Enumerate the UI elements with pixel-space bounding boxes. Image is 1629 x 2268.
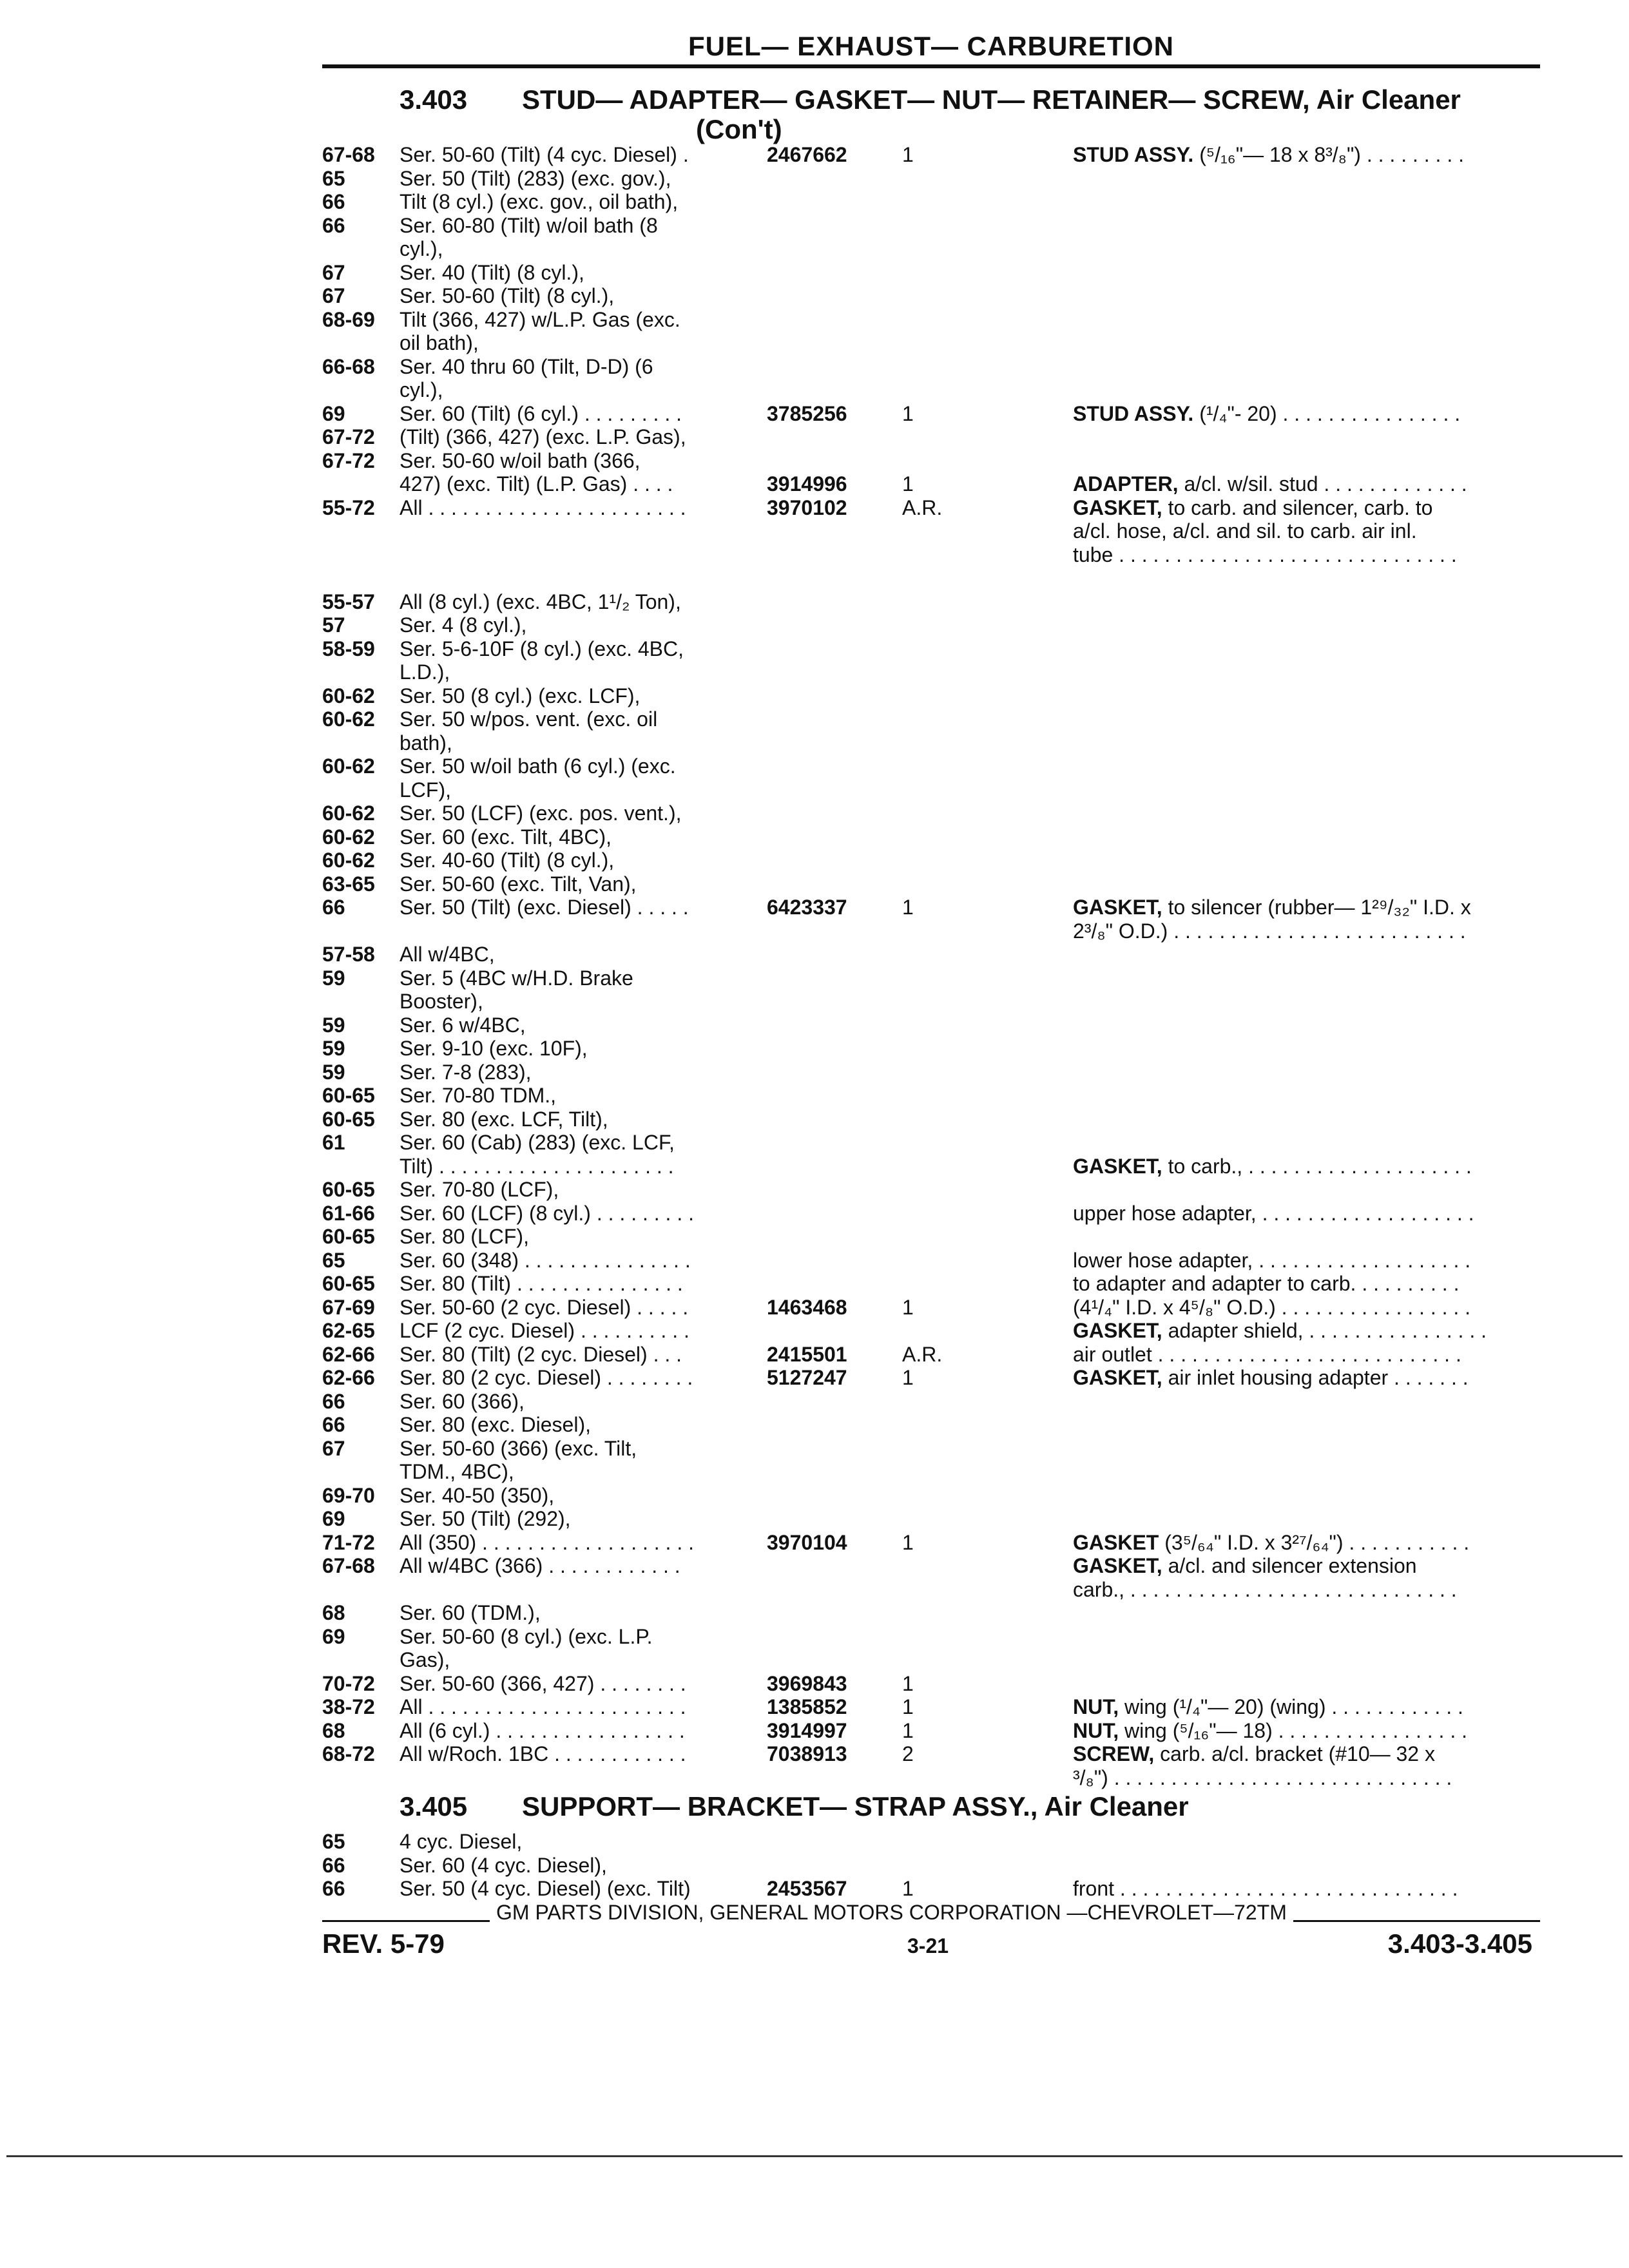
quantity: 1 <box>902 472 914 495</box>
description: ADAPTER, a/cl. w/sil. stud . . . . . . . . . . . . . <box>1073 472 1467 495</box>
table-row <box>0 990 1629 1014</box>
model-year: 66 <box>322 1413 345 1436</box>
part-number: 7038913 <box>767 1742 847 1765</box>
model-year: 58-59 <box>322 637 375 660</box>
model-year: 66 <box>322 1877 345 1900</box>
description: GASKET, adapter shield, . . . . . . . . . . . . . . . . <box>1073 1319 1487 1342</box>
application: cyl.), <box>400 378 443 401</box>
quantity: A.R. <box>902 495 943 519</box>
table-row <box>0 1695 1629 1719</box>
model-year: 70-72 <box>322 1671 375 1695</box>
quantity: 1 <box>902 1671 914 1695</box>
table-row <box>0 1131 1629 1155</box>
quantity: A.R. <box>902 1342 943 1366</box>
table-row <box>0 1249 1629 1273</box>
table-row <box>0 1460 1629 1484</box>
table-row <box>0 1719 1629 1743</box>
table-row <box>0 496 1629 520</box>
table-row <box>0 684 1629 708</box>
description: tube . . . . . . . . . . . . . . . . . . . . . . . . . . . . . . <box>1073 543 1457 566</box>
application: LCF), <box>400 778 451 802</box>
model-year: 60-65 <box>322 1107 375 1131</box>
table-row <box>0 402 1629 426</box>
application: Ser. 60 (Cab) (283) (exc. LCF, <box>400 1131 675 1154</box>
revision-label: REV. 5-79 <box>322 1928 445 1959</box>
quantity: 1 <box>902 1877 914 1900</box>
section-number: 3.403 <box>400 84 468 115</box>
application: Ser. 70-80 TDM., <box>400 1084 557 1107</box>
part-number: 6423337 <box>767 896 847 919</box>
application: Ser. 50 (Tilt) (292), <box>400 1507 571 1530</box>
application: LCF (2 cyc. Diesel) . . . . . . . . . . <box>400 1319 689 1342</box>
application: Ser. 50 (4 cyc. Diesel) (exc. Tilt) <box>400 1877 691 1900</box>
application: Ser. 80 (exc. Diesel), <box>400 1413 591 1436</box>
table-row <box>0 566 1629 590</box>
table-row <box>0 825 1629 849</box>
model-year: 69 <box>322 401 345 425</box>
part-number: 2415501 <box>767 1342 847 1366</box>
model-year: 68-69 <box>322 307 375 331</box>
model-year: 60-62 <box>322 849 375 872</box>
model-year: 67-68 <box>322 143 375 166</box>
application: Ser. 50-60 (Tilt) (8 cyl.), <box>400 284 615 307</box>
application: Ser. 50 w/pos. vent. (exc. oil <box>400 707 658 731</box>
table-row <box>0 378 1629 402</box>
quantity: 1 <box>902 1366 914 1389</box>
table-row <box>0 1014 1629 1037</box>
model-year: 55-72 <box>322 495 375 519</box>
application: Tilt (8 cyl.) (exc. gov., oil bath), <box>400 190 679 213</box>
model-year: 67 <box>322 260 345 284</box>
model-year: 68 <box>322 1601 345 1624</box>
model-year: 66 <box>322 896 345 919</box>
model-year: 67-72 <box>322 425 375 448</box>
part-number: 5127247 <box>767 1366 847 1389</box>
table-row <box>0 872 1629 896</box>
table-row <box>0 284 1629 308</box>
description: GASKET, air inlet housing adapter . . . . . . . <box>1073 1366 1469 1389</box>
table-row <box>0 472 1629 496</box>
section-title: STUD— ADAPTER— GASKET— NUT— RETAINER— SCREW, Air Cleaner <box>522 84 1461 115</box>
model-year: 67 <box>322 284 345 307</box>
application: Ser. 50 (8 cyl.) (exc. LCF), <box>400 684 641 707</box>
table-row <box>0 449 1629 473</box>
model-year: 65 <box>322 1248 345 1272</box>
model-year: 65 <box>322 166 345 190</box>
application: Ser. 50-60 w/oil bath (366, <box>400 448 641 472</box>
table-row <box>0 896 1629 919</box>
table-row <box>0 778 1629 802</box>
table-row <box>0 261 1629 285</box>
table-row <box>0 1108 1629 1131</box>
model-year: 59 <box>322 1060 345 1084</box>
application: Ser. 40 (Tilt) (8 cyl.), <box>400 260 584 284</box>
application: Gas), <box>400 1648 450 1671</box>
description: STUD ASSY. (⁵/₁₆"— 18 x 8³/₈") . . . . . . . . . <box>1073 143 1464 166</box>
model-year: 55-57 <box>322 590 375 613</box>
model-year: 71-72 <box>322 1530 375 1554</box>
application: Ser. 60 (Tilt) (6 cyl.) . . . . . . . . . <box>400 401 682 425</box>
model-year: 61-66 <box>322 1201 375 1225</box>
model-year: 63-65 <box>322 872 375 896</box>
table-row <box>0 1061 1629 1084</box>
model-year: 66 <box>322 1853 345 1877</box>
table-row <box>0 1554 1629 1578</box>
description: GASKET (3⁵/₆₄" I.D. x 3²⁷/₆₄") . . . . . . . . . . . <box>1073 1530 1470 1554</box>
table-row <box>0 1155 1629 1178</box>
table-row <box>0 143 1629 167</box>
part-number: 3914997 <box>767 1718 847 1742</box>
part-number: 1463468 <box>767 1295 847 1319</box>
application: Ser. 50 (LCF) (exc. pos. vent.), <box>400 802 682 825</box>
model-year: 61 <box>322 1131 345 1154</box>
application: Ser. 80 (2 cyc. Diesel) . . . . . . . . <box>400 1366 693 1389</box>
application: Ser. 40-50 (350), <box>400 1483 555 1507</box>
table-row <box>0 1484 1629 1508</box>
table-row <box>0 543 1629 567</box>
model-year: 60-65 <box>322 1225 375 1248</box>
application: Ser. 60 (348) . . . . . . . . . . . . . . . <box>400 1248 691 1272</box>
part-number: 3785256 <box>767 401 847 425</box>
application: cyl.), <box>400 237 443 260</box>
model-year: 57 <box>322 613 345 637</box>
part-number: 3969843 <box>767 1671 847 1695</box>
application: 4 cyc. Diesel, <box>400 1830 523 1853</box>
table-row <box>0 1672 1629 1696</box>
quantity: 1 <box>902 401 914 425</box>
application: All w/4BC (366) . . . . . . . . . . . . <box>400 1554 680 1577</box>
application: Ser. 9-10 (exc. 10F), <box>400 1037 588 1060</box>
model-year: 66-68 <box>322 354 375 378</box>
model-year: 60-65 <box>322 1178 375 1201</box>
description: air outlet . . . . . . . . . . . . . . . . . . . . . . . . . . . <box>1073 1342 1461 1366</box>
application: Ser. 40 thru 60 (Tilt, D-D) (6 <box>400 354 653 378</box>
application: TDM., 4BC), <box>400 1460 514 1483</box>
model-year: 38-72 <box>322 1695 375 1718</box>
application: All (8 cyl.) (exc. 4BC, 1¹/₂ Ton), <box>400 590 681 613</box>
model-year: 60-62 <box>322 825 375 849</box>
application: Ser. 60-80 (Tilt) w/oil bath (8 <box>400 213 658 237</box>
application: Ser. 4 (8 cyl.), <box>400 613 527 637</box>
description: 2³/₈" O.D.) . . . . . . . . . . . . . . . . . . . . . . . . . . <box>1073 919 1466 943</box>
table-row <box>0 425 1629 449</box>
page-header: FUEL— EXHAUST— CARBURETION <box>688 31 1174 61</box>
application: Ser. 50-60 (2 cyc. Diesel) . . . . . <box>400 1295 689 1319</box>
model-year: 60-65 <box>322 1272 375 1295</box>
application: All . . . . . . . . . . . . . . . . . . . . . . . <box>400 495 686 519</box>
model-year: 66 <box>322 1389 345 1413</box>
application: Ser. 6 w/4BC, <box>400 1013 526 1037</box>
table-row <box>0 1413 1629 1437</box>
description: GASKET, a/cl. and silencer extension <box>1073 1554 1417 1577</box>
table-row <box>0 707 1629 731</box>
application: Ser. 60 (4 cyc. Diesel), <box>400 1853 607 1877</box>
table-row <box>0 214 1629 238</box>
table-row <box>0 1648 1629 1672</box>
table-row <box>0 637 1629 661</box>
description: GASKET, to carb., . . . . . . . . . . . . . . . . . . . . <box>1073 1154 1472 1178</box>
application: All (6 cyl.) . . . . . . . . . . . . . . . . . <box>400 1718 685 1742</box>
table-row <box>0 754 1629 778</box>
application: All w/4BC, <box>400 943 495 966</box>
table-row <box>0 519 1629 543</box>
quantity: 1 <box>902 896 914 919</box>
table-row <box>0 1296 1629 1320</box>
table-row <box>0 190 1629 214</box>
table-row <box>0 167 1629 191</box>
model-year: 67-69 <box>322 1295 375 1319</box>
model-year: 57-58 <box>322 943 375 966</box>
table-row <box>0 943 1629 966</box>
quantity: 1 <box>902 1530 914 1554</box>
application: Ser. 5-6-10F (8 cyl.) (exc. 4BC, <box>400 637 684 660</box>
application: Ser. 70-80 (LCF), <box>400 1178 559 1201</box>
model-year: 60-65 <box>322 1084 375 1107</box>
model-year: 66 <box>322 190 345 213</box>
table-row <box>0 919 1629 943</box>
application: All (350) . . . . . . . . . . . . . . . . . . . <box>400 1530 694 1554</box>
description: NUT, wing (¹/₄"— 20) (wing) . . . . . . . . . . . . <box>1073 1695 1463 1718</box>
section-heading-3-405 <box>400 1792 1547 1821</box>
part-number: 2453567 <box>767 1877 847 1900</box>
application: oil bath), <box>400 331 479 354</box>
table-row <box>0 590 1629 614</box>
quantity: 2 <box>902 1742 914 1765</box>
application: Ser. 50-60 (Tilt) (4 cyc. Diesel) . <box>400 143 689 166</box>
table-row <box>0 308 1629 332</box>
table-row <box>0 613 1629 637</box>
description: to adapter and adapter to carb. . . . . . . . . . <box>1073 1272 1460 1295</box>
model-year: 66 <box>322 213 345 237</box>
application: bath), <box>400 731 452 754</box>
model-year: 59 <box>322 1013 345 1037</box>
table-row <box>0 1390 1629 1414</box>
description: SCREW, carb. a/cl. bracket (#10— 32 x <box>1073 1742 1435 1765</box>
model-year: 60-62 <box>322 802 375 825</box>
table-row <box>0 1437 1629 1461</box>
model-year: 62-66 <box>322 1366 375 1389</box>
section-heading-3-403 <box>400 85 1547 144</box>
quantity: 1 <box>902 1295 914 1319</box>
table-row <box>0 1037 1629 1061</box>
description: upper hose adapter, . . . . . . . . . . . . . . . . . . . <box>1073 1201 1474 1225</box>
table-row <box>0 1202 1629 1225</box>
section-number: 3.405 <box>400 1791 468 1821</box>
table-row <box>0 1319 1629 1343</box>
application: All . . . . . . . . . . . . . . . . . . . . . . . <box>400 1695 686 1718</box>
model-year: 59 <box>322 966 345 990</box>
table-row <box>0 966 1629 990</box>
scan-edge-rule <box>6 2155 1623 2157</box>
table-row <box>0 1178 1629 1202</box>
model-year: 67 <box>322 1436 345 1460</box>
description: (4¹/₄" I.D. x 4⁵/₈" O.D.) . . . . . . . . . . . . . . . . . <box>1073 1295 1471 1319</box>
model-year: 60-62 <box>322 707 375 731</box>
part-number: 3914996 <box>767 472 847 495</box>
application: Ser. 40-60 (Tilt) (8 cyl.), <box>400 849 615 872</box>
table-row <box>0 1830 1629 1854</box>
application: L.D.), <box>400 660 450 684</box>
model-year: 60-62 <box>322 684 375 707</box>
application: Ser. 50-60 (8 cyl.) (exc. L.P. <box>400 1624 653 1648</box>
application: Ser. 50-60 (exc. Tilt, Van), <box>400 872 637 896</box>
application: Ser. 50-60 (366, 427) . . . . . . . . <box>400 1671 686 1695</box>
application: Ser. 60 (exc. Tilt, 4BC), <box>400 825 612 849</box>
header-rule <box>322 64 1540 68</box>
table-row <box>0 849 1629 872</box>
quantity: 1 <box>902 1718 914 1742</box>
table-row <box>0 355 1629 379</box>
description: GASKET, to carb. and silencer, carb. to <box>1073 495 1433 519</box>
table-row <box>0 1225 1629 1249</box>
table-row <box>0 731 1629 755</box>
model-year: 60-62 <box>322 754 375 778</box>
model-year: 69-70 <box>322 1483 375 1507</box>
table-row <box>0 1742 1629 1766</box>
model-year: 59 <box>322 1037 345 1060</box>
section-range: 3.403-3.405 <box>1387 1928 1532 1959</box>
application: Ser. 5 (4BC w/H.D. Brake <box>400 966 633 990</box>
model-year: 68-72 <box>322 1742 375 1765</box>
description: GASKET, to silencer (rubber— 1²⁹/₃₂" I.D. x <box>1073 896 1471 919</box>
table-row <box>0 237 1629 261</box>
application: Ser. 50 (Tilt) (exc. Diesel) . . . . . <box>400 896 689 919</box>
page-number: 3-21 <box>907 1934 949 1957</box>
description: front . . . . . . . . . . . . . . . . . . . . . . . . . . . . . . <box>1073 1877 1458 1900</box>
model-year: 62-66 <box>322 1342 375 1366</box>
application: Booster), <box>400 990 483 1013</box>
description: carb., . . . . . . . . . . . . . . . . . . . . . . . . . . . . . <box>1073 1577 1457 1601</box>
table-row <box>0 1877 1629 1901</box>
part-number: 1385852 <box>767 1695 847 1718</box>
table-row <box>0 1272 1629 1296</box>
part-number: 2467662 <box>767 143 847 166</box>
model-year: 62-65 <box>322 1319 375 1342</box>
table-row <box>0 1507 1629 1531</box>
section-subtitle: (Con't) <box>696 114 782 144</box>
application: 427) (exc. Tilt) (L.P. Gas) . . . . <box>400 472 673 495</box>
application: Ser. 80 (exc. LCF, Tilt), <box>400 1107 608 1131</box>
table-row <box>0 802 1629 825</box>
description: STUD ASSY. (¹/₄"- 20) . . . . . . . . . . . . . . . . <box>1073 401 1461 425</box>
application: Tilt) . . . . . . . . . . . . . . . . . . . . . <box>400 1154 674 1178</box>
model-year: 69 <box>322 1624 345 1648</box>
quantity: 1 <box>902 1695 914 1718</box>
description: ³/₈") . . . . . . . . . . . . . . . . . . . . . . . . . . . . . . <box>1073 1765 1452 1789</box>
table-row <box>0 331 1629 355</box>
application: Ser. 60 (366), <box>400 1389 525 1413</box>
model-year: 65 <box>322 1830 345 1853</box>
table-row <box>0 1601 1629 1625</box>
table-row <box>0 1578 1629 1602</box>
model-year: 69 <box>322 1507 345 1530</box>
application: Ser. 50 (Tilt) (283) (exc. gov.), <box>400 166 671 190</box>
application: Ser. 7-8 (283), <box>400 1060 532 1084</box>
description: lower hose adapter, . . . . . . . . . . . . . . . . . . . <box>1073 1248 1471 1272</box>
parts-table-3-403 <box>0 143 1629 1789</box>
part-number: 3970102 <box>767 495 847 519</box>
application: Ser. 50 w/oil bath (6 cyl.) (exc. <box>400 754 676 778</box>
application: Ser. 50-60 (366) (exc. Tilt, <box>400 1436 637 1460</box>
description: NUT, wing (⁵/₁₆"— 18) . . . . . . . . . . . . . . . . . <box>1073 1718 1467 1742</box>
table-row <box>0 1366 1629 1390</box>
table-row <box>0 1343 1629 1367</box>
application: Ser. 60 (TDM.), <box>400 1601 541 1624</box>
table-row <box>0 1084 1629 1108</box>
application: Ser. 80 (Tilt) . . . . . . . . . . . . . . . <box>400 1272 683 1295</box>
table-row <box>0 1766 1629 1790</box>
quantity: 1 <box>902 143 914 166</box>
table-row <box>0 1531 1629 1555</box>
parts-table-3-405 <box>0 1830 1629 1901</box>
application: Ser. 60 (LCF) (8 cyl.) . . . . . . . . . <box>400 1201 694 1225</box>
section-title: SUPPORT— BRACKET— STRAP ASSY., Air Cleaner <box>522 1791 1189 1821</box>
application: Ser. 80 (Tilt) (2 cyc. Diesel) . . . <box>400 1342 682 1366</box>
footer-publisher: GM PARTS DIVISION, GENERAL MOTORS CORPORATION —CHEVROLET—72TM <box>490 1901 1293 1925</box>
application: Tilt (366, 427) w/L.P. Gas (exc. <box>400 307 680 331</box>
application: (Tilt) (366, 427) (exc. L.P. Gas), <box>400 425 686 448</box>
application: All w/Roch. 1BC . . . . . . . . . . . . <box>400 1742 686 1765</box>
model-year: 67-72 <box>322 448 375 472</box>
model-year: 68 <box>322 1718 345 1742</box>
application: Ser. 80 (LCF), <box>400 1225 529 1248</box>
description: a/cl. hose, a/cl. and sil. to carb. air inl. <box>1073 519 1417 543</box>
table-row <box>0 1625 1629 1649</box>
part-number: 3970104 <box>767 1530 847 1554</box>
model-year: 67-68 <box>322 1554 375 1577</box>
table-row <box>0 660 1629 684</box>
table-row <box>0 1854 1629 1878</box>
